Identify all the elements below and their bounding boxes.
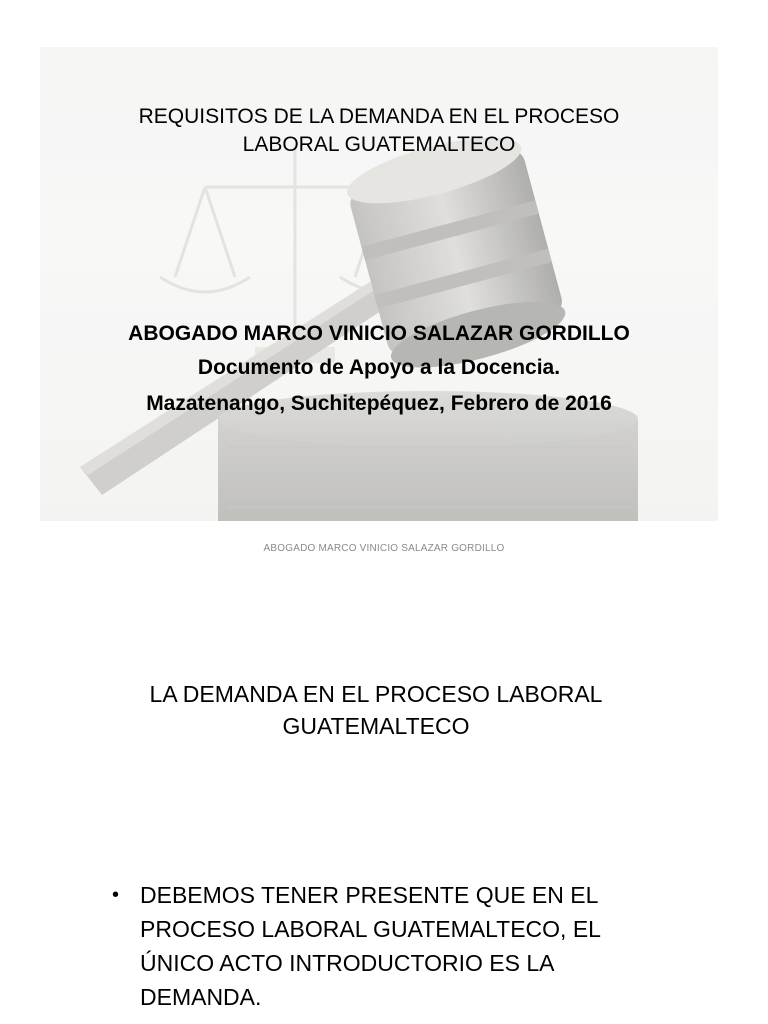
bullet-line-4: DEMANDA. — [140, 984, 262, 1010]
title-slide — [40, 47, 718, 521]
bullet-line-2: PROCESO LABORAL GUATEMALTECO, EL — [140, 916, 601, 942]
bullet-line-1: DEBEMOS TENER PRESENTE QUE EN EL — [140, 882, 599, 908]
slide-footer: ABOGADO MARCO VINICIO SALAZAR GORDILLO — [263, 543, 505, 554]
bullet-item — [104, 878, 704, 1014]
slide-title-line-1: REQUISITOS DE LA DEMANDA EN EL PROCESO — [138, 105, 620, 128]
section-title — [0, 678, 752, 742]
bullet-line-3: ÚNICO ACTO INTRODUCTORIO ES LA — [140, 950, 555, 976]
slide-title — [40, 103, 718, 159]
section-title-line-2: GUATEMALTECO — [282, 713, 470, 739]
subtitle-place-date: Mazatenango, Suchitepéquez, Febrero de 2016 — [146, 392, 612, 415]
subtitle-document: Documento de Apoyo a la Docencia. — [197, 356, 561, 379]
section-title-line-1: LA DEMANDA EN EL PROCESO LABORAL — [149, 681, 603, 707]
bullet-marker: • — [112, 884, 120, 906]
author-name: ABOGADO MARCO VINICIO SALAZAR GORDILLO — [128, 322, 630, 345]
bullet-list — [104, 878, 704, 1014]
slide-title-line-2: LABORAL GUATEMALTECO — [242, 133, 516, 156]
